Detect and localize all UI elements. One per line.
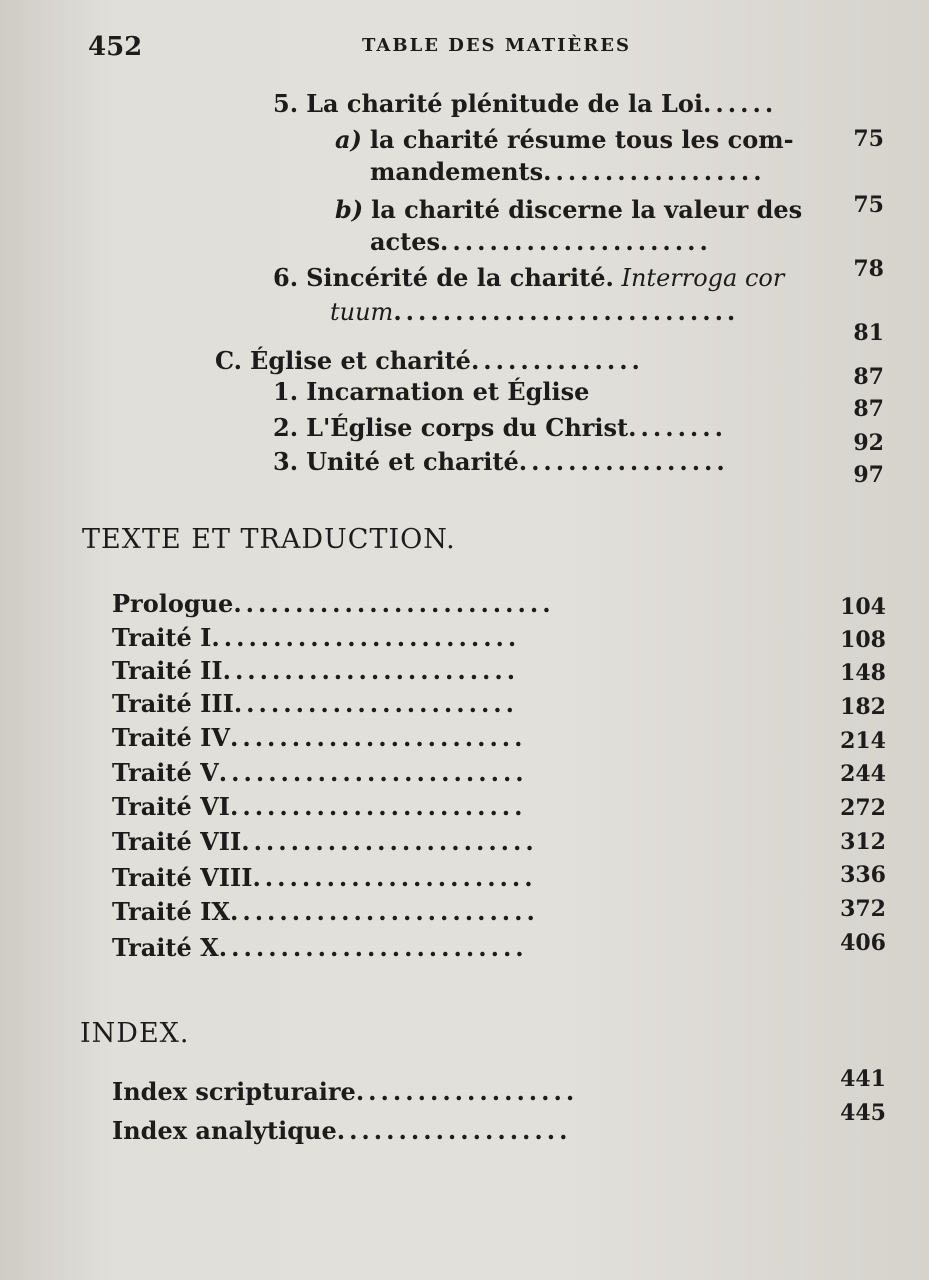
dot-leader: ........................ xyxy=(229,723,527,752)
dot-leader: ......................... xyxy=(229,897,539,926)
toc-entry xyxy=(273,446,729,478)
toc-entry xyxy=(112,757,528,789)
page-ref: 148 xyxy=(840,660,886,686)
page-ref: 406 xyxy=(840,930,886,956)
section-heading-index: INDEX. xyxy=(80,1018,190,1049)
entry-title: Incarnation et Église xyxy=(306,377,590,406)
dot-leader: ........ xyxy=(628,413,727,442)
entry-title: Traité III xyxy=(112,689,234,718)
toc-entry xyxy=(112,588,555,620)
entry-title: Traité II xyxy=(112,656,223,685)
page-ref: 214 xyxy=(840,728,886,754)
entry-italic: Interroga cor xyxy=(621,264,785,292)
dot-leader: ....................... xyxy=(252,863,537,892)
entry-title: la charité résume tous les com- xyxy=(369,125,794,154)
entry-number: 2. xyxy=(273,413,299,442)
page-ref: 78 xyxy=(853,256,884,282)
toc-subentry-continued xyxy=(370,226,712,258)
toc-entry xyxy=(273,262,784,294)
toc-entry xyxy=(273,88,777,120)
dot-leader: .............. xyxy=(470,346,644,375)
dot-leader: ............................ xyxy=(393,297,740,326)
page-ref: 81 xyxy=(853,320,884,346)
entry-title: Traité IV xyxy=(112,723,230,752)
entry-title: Traité VI xyxy=(112,792,230,821)
page-ref: 445 xyxy=(840,1100,886,1126)
toc-entry xyxy=(112,862,537,894)
toc-subentry xyxy=(335,194,802,226)
entry-number: 6. xyxy=(273,263,299,292)
entry-title: Église et charité xyxy=(250,346,471,375)
dot-leader: ...................... xyxy=(440,227,712,256)
toc-entry xyxy=(112,722,527,754)
running-head: TABLE DES MATIÈRES xyxy=(362,35,631,56)
page-ref: 336 xyxy=(840,862,886,888)
page-ref: 75 xyxy=(853,126,884,152)
dot-leader: ........................ xyxy=(229,792,527,821)
entry-title: La charité plénitude de la Loi xyxy=(306,89,704,118)
entry-title: Traité VII xyxy=(112,827,242,856)
toc-entry xyxy=(112,932,528,964)
toc-entry xyxy=(215,345,644,377)
toc-entry-continued xyxy=(330,296,739,328)
toc-entry xyxy=(112,688,518,720)
toc-entry xyxy=(273,376,589,408)
toc-entry xyxy=(273,412,727,444)
dot-leader: ......................... xyxy=(218,758,528,787)
page-ref: 244 xyxy=(840,761,886,787)
entry-letter: b) xyxy=(335,195,364,224)
page-ref: 272 xyxy=(840,795,886,821)
toc-entry xyxy=(112,791,527,823)
page-ref: 182 xyxy=(840,694,886,720)
page-ref: 312 xyxy=(840,829,886,855)
page-ref: 372 xyxy=(840,896,886,922)
dot-leader: .................. xyxy=(355,1077,579,1106)
page-ref: 87 xyxy=(853,364,884,390)
toc-entry xyxy=(112,896,539,928)
dot-leader: ....................... xyxy=(233,689,519,718)
entry-letter: a) xyxy=(335,125,362,154)
toc-entry xyxy=(112,655,519,687)
dot-leader: ........................ xyxy=(241,827,538,856)
entry-title: Traité IX xyxy=(112,897,230,926)
entry-title: Traité VIII xyxy=(112,863,253,892)
page-ref: 104 xyxy=(840,594,886,620)
entry-number: 1. xyxy=(273,377,299,406)
entry-title: Traité X xyxy=(112,933,219,962)
entry-title: Prologue xyxy=(112,589,234,618)
entry-title-continued: actes xyxy=(370,227,441,256)
dot-leader: ......................... xyxy=(211,623,521,652)
toc-entry xyxy=(112,1076,578,1108)
entry-title: Traité V xyxy=(112,758,219,787)
dot-leader: ................... xyxy=(336,1116,572,1145)
page-ref: 441 xyxy=(840,1066,886,1092)
page-number: 452 xyxy=(88,32,143,62)
toc-subentry xyxy=(335,124,794,156)
toc-entry xyxy=(112,1115,571,1147)
entry-title: L'Église corps du Christ xyxy=(306,413,629,442)
section-heading-texte: TEXTE ET TRADUCTION. xyxy=(82,524,456,555)
page-ref: 87 xyxy=(853,396,884,422)
page-ref: 97 xyxy=(853,462,884,488)
dot-leader: .................. xyxy=(543,157,766,186)
entry-title-continued: tuum xyxy=(330,298,394,326)
entry-number: C. xyxy=(215,346,243,375)
dot-leader: ......................... xyxy=(218,933,528,962)
entry-title: Sincérité de la charité. xyxy=(306,263,614,292)
dot-leader: ................. xyxy=(518,447,729,476)
entry-title: Unité et charité xyxy=(306,447,519,476)
toc-entry xyxy=(112,826,538,858)
page-ref: 92 xyxy=(853,430,884,456)
entry-title-continued: mandements xyxy=(370,157,544,186)
toc-subentry-continued xyxy=(370,156,766,188)
entry-title: Traité I xyxy=(112,623,212,652)
entry-title: la charité discerne la valeur des xyxy=(371,195,803,224)
entry-number: 3. xyxy=(273,447,299,476)
page-ref: 75 xyxy=(853,192,884,218)
page-ref: 108 xyxy=(840,627,886,653)
entry-title: Index analytique xyxy=(112,1116,337,1145)
dot-leader: .......................... xyxy=(233,589,555,618)
entry-title: Index scripturaire xyxy=(112,1077,356,1106)
toc-entry xyxy=(112,622,520,654)
dot-leader: ........................ xyxy=(222,656,520,685)
dot-leader: ...... xyxy=(703,89,778,118)
entry-number: 5. xyxy=(273,89,299,118)
